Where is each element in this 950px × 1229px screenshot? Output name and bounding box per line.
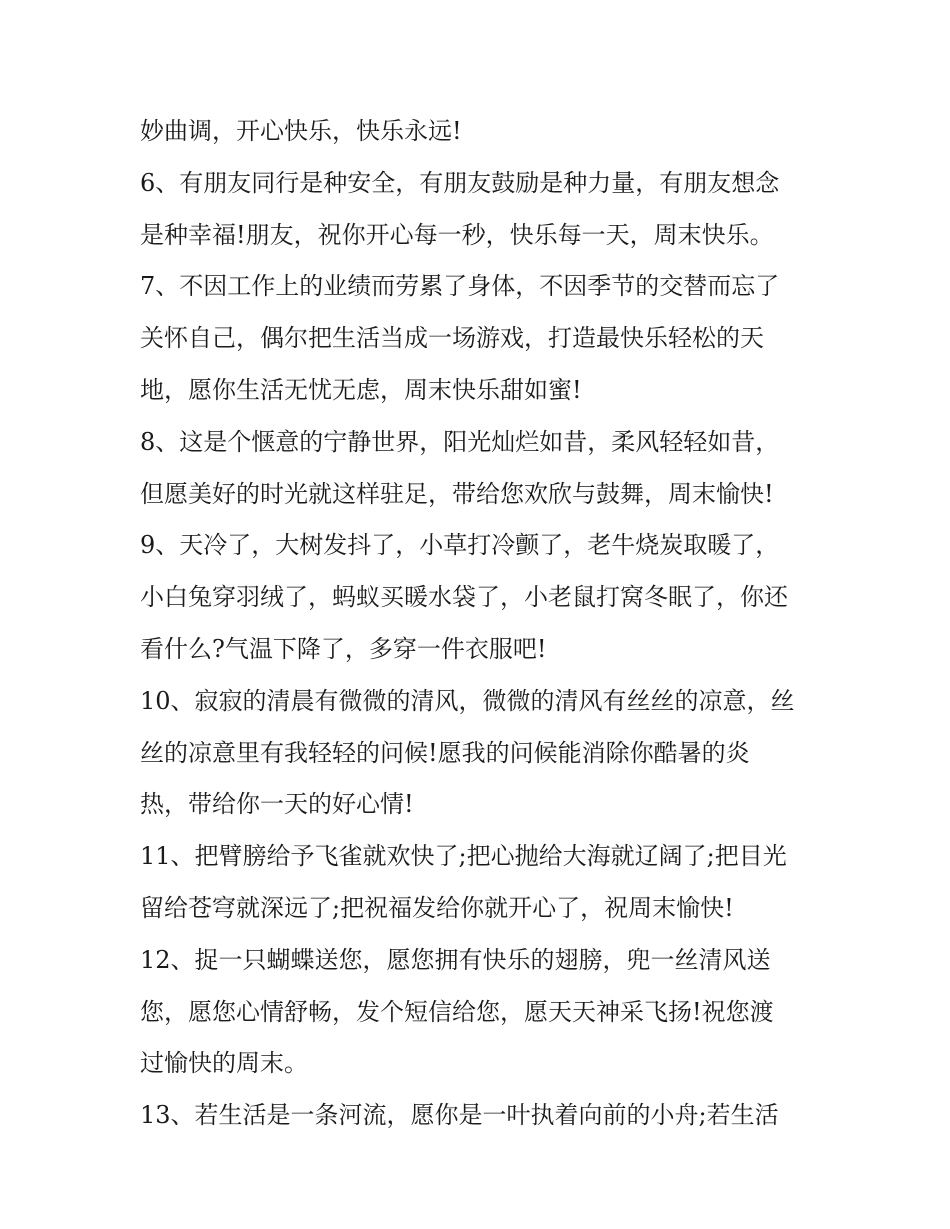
text-line: 9、天冷了，大树发抖了，小草打冷颤了，老牛烧炭取暖了， (140, 531, 780, 560)
text-line: 过愉快的周末。 (140, 1049, 308, 1078)
text-line: 13、若生活是一条河流，愿你是一叶执着向前的小舟;若生活 (140, 1101, 779, 1130)
text-line: 看什么?气温下降了，多穿一件衣服吧! (140, 634, 547, 663)
text-line: 7、不因工作上的业绩而劳累了身体，不因季节的交替而忘了 (140, 272, 780, 301)
text-line: 8、这是个惬意的宁静世界，阳光灿烂如昔，柔风轻轻如昔， (140, 427, 780, 456)
text-line: 6、有朋友同行是种安全，有朋友鼓励是种力量，有朋友想念 (140, 168, 780, 197)
text-line: 小白兔穿羽绒了，蚂蚁买暖水袋了，小老鼠打窝冬眠了，你还 (140, 583, 788, 612)
text-line: 但愿美好的时光就这样驻足，带给您欢欣与鼓舞，周末愉快! (140, 479, 774, 508)
text-line: 丝的凉意里有我轻轻的问候!愿我的问候能消除你酷暑的炎 (140, 738, 750, 767)
text-line: 是种幸福!朋友，祝你开心每一秒，快乐每一天，周末快乐。 (140, 220, 774, 249)
text-line: 地，愿你生活无忧无虑，周末快乐甜如蜜! (140, 375, 582, 404)
text-line: 12、捉一只蝴蝶送您，愿您拥有快乐的翅膀，兜一丝清风送 (140, 945, 771, 974)
document-body (140, 106, 830, 1142)
text-line: 10、寂寂的清晨有微微的清风，微微的清风有丝丝的凉意，丝 (140, 686, 795, 715)
text-line: 留给苍穹就深远了;把祝福发给你就开心了，祝周末愉快! (140, 893, 734, 922)
text-line: 11、把臂膀给予飞雀就欢快了;把心抛给大海就辽阔了;把目光 (140, 842, 787, 871)
text-line: 妙曲调，开心快乐，快乐永远! (140, 117, 462, 145)
text-line: 热，带给你一天的好心情! (140, 790, 414, 819)
text-line: 关怀自己，偶尔把生活当成一场游戏，打造最快乐轻松的天 (140, 324, 764, 353)
text-line: 您，愿您心情舒畅，发个短信给您，愿天天神采飞扬!祝您渡 (140, 997, 774, 1026)
